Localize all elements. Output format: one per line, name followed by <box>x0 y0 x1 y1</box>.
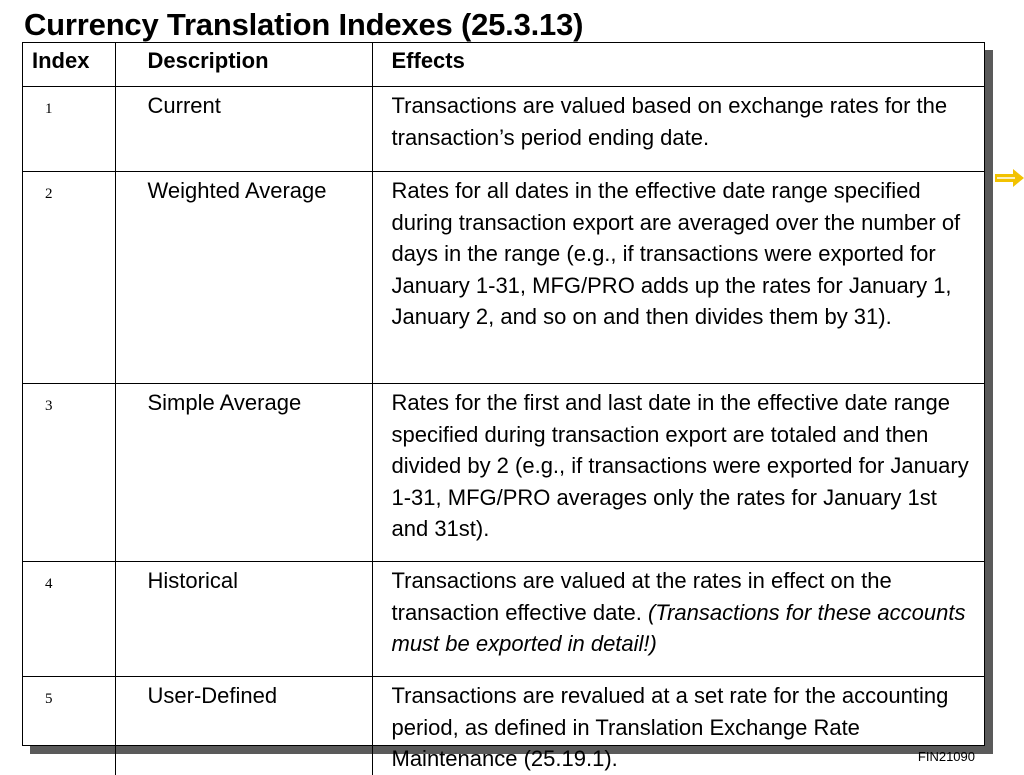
effects-text: Rates for the first and last date in the effective date range specified during transaction export are totaled and then divided by 2 (e.g., if transactions were exported for January 1-31, MFG/PRO averages only the rates for January 1st and 31st). <box>391 390 969 541</box>
header-effects: Effects <box>372 43 984 87</box>
header-description: Description <box>115 43 372 87</box>
row-description: Weighted Average <box>115 172 372 384</box>
row-description: Historical <box>115 562 372 677</box>
row-index: 2 <box>23 172 115 384</box>
row-effects <box>372 384 984 562</box>
effects-text: Rates for all dates in the effective date range specified during transaction export are averaged over the number of days in the range (e.g., if transactions were exported for January 1-31, MFG/PRO adds up the rates for January 1, January 2, and so on and then divides them by 31). <box>391 178 961 329</box>
row-effects <box>372 172 984 384</box>
row-description: User-Defined <box>115 677 372 775</box>
row-effects <box>372 677 984 775</box>
table-row <box>23 384 984 562</box>
row-effects <box>372 87 984 172</box>
footer-code: FIN21090 <box>917 749 975 764</box>
effects-text: Transactions are valued based on exchange rates for the transaction’s period ending date. <box>391 93 948 150</box>
table-row <box>23 172 984 384</box>
effects-text: Transactions are valued at the rates in effect on the transaction effective date. <box>391 568 892 625</box>
table-row <box>23 87 984 172</box>
row-index: 4 <box>23 562 115 677</box>
table-row <box>23 562 984 677</box>
page-title: Currency Translation Indexes (25.3.13) <box>24 7 584 42</box>
table-row <box>23 677 984 775</box>
effects-text: Transactions are revalued at a set rate for the accounting period, as defined in Translation Exchange Rate Maintenance (25.19.1). <box>391 683 949 771</box>
row-description: Current <box>115 87 372 172</box>
effects-note: (Transactions for these accounts must be exported in detail!) <box>391 599 966 656</box>
row-index: 1 <box>23 87 115 172</box>
row-index: 5 <box>23 677 115 775</box>
header-index: Index <box>23 43 115 87</box>
table-header-row <box>23 43 984 87</box>
row-effects <box>372 562 984 677</box>
row-index: 3 <box>23 384 115 562</box>
yellow-arrow-icon <box>995 168 1024 188</box>
row-description: Simple Average <box>115 384 372 562</box>
